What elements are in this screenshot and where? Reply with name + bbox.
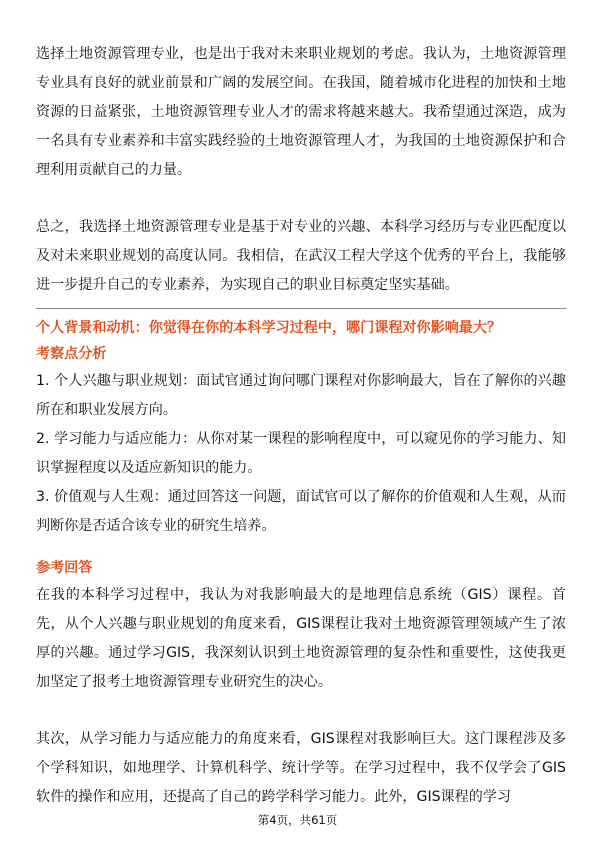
page-footer: 第4页，共61页 [257,813,338,827]
question-heading: 个人背景和动机：你觉得在你的本科学习过程中，哪门课程对你影响最大？ [36,320,502,336]
analysis-heading: 考察点分析 [36,346,107,362]
analysis-item-3: 3. 价值观与人生观：通过回答这一问题，面试官可以了解你的价值观和人生观，从而判断你是否适合该专业的研究生培养。 [36,489,566,534]
document-page [36,40,566,812]
analysis-item-2: 2. 学习能力与适应能力：从你对某一课程的影响程度中，可以窥见你的学习能力、知识掌握程度以及适应新知识的能力。 [36,431,566,476]
answer-paragraph-2: 其次，从学习能力与适应能力的角度来看，GIS课程对我影响巨大。这门课程涉及多个学科知识，如地理学、计算机科学、统计学等。在学习过程中，我不仅学会了GIS软件的操作和应用，还提高了自己的跨学科学习能力。此外，GIS课程的学习 [36,731,566,805]
answer-heading: 参考回答 [36,560,93,576]
intro-paragraph-2: 总之，我选择土地资源管理专业是基于对专业的兴趣、本科学习经历与专业匹配度以及对未来职业规划的高度认同。我相信，在武汉工程大学这个优秀的平台上，我能够进一步提升自己的专业素养，为实现自己的职业目标奠定坚实基础。 [36,219,566,293]
section-divider [36,308,566,309]
intro-paragraph-1: 选择土地资源管理专业，也是出于我对未来职业规划的考虑。我认为，土地资源管理专业具有良好的就业前景和广阔的发展空间。在我国，随着城市化进程的加快和土地资源的日益紧张，土地资源管理专业人才的需求将越来越大。我希望通过深造，成为一名具有专业素养和丰富实践经验的土地资源管理人才，为我国的土地资源保护和合理利用贡献自己的力量。 [36,46,566,178]
analysis-item-1: 1. 个人兴趣与职业规划：面试官通过询问哪门课程对你影响最大，旨在了解你的兴趣所在和职业发展方向。 [36,373,566,418]
answer-paragraph-1: 在我的本科学习过程中，我认为对我影响最大的是地理信息系统（GIS）课程。首先，从个人兴趣与职业规划的角度来看，GIS课程让我对土地资源管理领域产生了浓厚的兴趣。通过学习GIS，我深刻认识到土地资源管理的复杂性和重要性，这使我更加坚定了报考土地资源管理专业研究生的决心。 [36,587,566,690]
